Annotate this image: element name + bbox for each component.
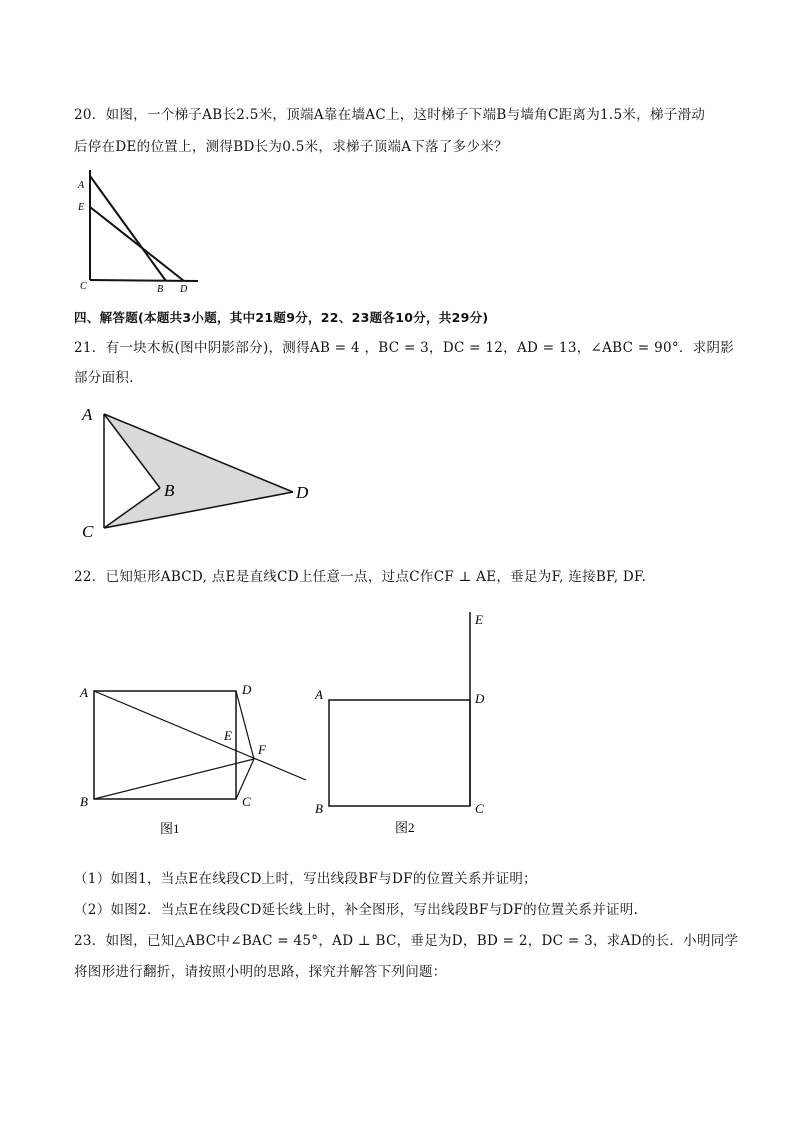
q23-text-line2: 将图形进行翻折，请按照小明的思路，探究并解答下列问题： bbox=[74, 964, 447, 980]
q20-ladder-ab bbox=[90, 176, 166, 281]
q22-fig1-label-c: C bbox=[242, 794, 251, 809]
q22-fig1-line-bf bbox=[94, 759, 254, 799]
q22-figure-1 bbox=[78, 680, 318, 840]
q22-fig1-caption: 图1 bbox=[160, 821, 180, 836]
q21-text-line1: 21．有一块木板(图中阴影部分)，测得AB = 4 ，BC = 3，DC = 12，AD = 13，∠ABC = 90°．求阴影 bbox=[74, 340, 735, 356]
q22-text-line1: 22．已知矩形ABCD, 点E是直线CD上任意一点，过点C作CF ⊥ AE，垂足为F, 连接BF, DF. bbox=[74, 569, 647, 585]
q22-fig1-label-d: D bbox=[242, 682, 252, 697]
q22-fig2-label-e: E bbox=[475, 612, 483, 627]
q21-shaded-region bbox=[104, 414, 293, 528]
q22-fig2-caption: 图2 bbox=[395, 820, 415, 835]
q21-label-a: A bbox=[82, 405, 93, 424]
q21-board-figure bbox=[78, 402, 328, 542]
q22-fig1-line-ae bbox=[94, 691, 306, 780]
q22-fig1-label-b: B bbox=[80, 794, 88, 809]
section4-heading: 四、解答题(本题共3小题，其中21题9分，22、23题各10分，共29分) bbox=[74, 310, 489, 325]
q22-figure-2 bbox=[312, 608, 502, 838]
q22-fig2-rectangle bbox=[329, 700, 470, 806]
q22-part1: （1）如图1，当点E在线段CD上时，写出线段BF与DF的位置关系并证明； bbox=[74, 871, 537, 887]
q22-fig2-label-b: B bbox=[315, 801, 323, 816]
q20-ladder-figure bbox=[74, 168, 204, 293]
q20-label-e: E bbox=[78, 202, 85, 213]
q20-text-line2: 后停在DE的位置上，测得BD长为0.5米，求梯子顶端A下落了多少米？ bbox=[74, 139, 508, 155]
q22-fig1-label-e: E bbox=[224, 728, 232, 743]
q22-fig1-line-cf bbox=[236, 759, 254, 799]
q22-fig1-label-f: F bbox=[258, 742, 266, 757]
q21-label-d: D bbox=[296, 483, 309, 502]
q22-part2: （2）如图2．当点E在线段CD延长线上时，补全图形，写出线段BF与DF的位置关系并证明. bbox=[74, 902, 639, 918]
q22-fig2-label-d: D bbox=[475, 691, 485, 706]
q22-fig1-label-a: A bbox=[80, 685, 88, 700]
q22-fig2-label-c: C bbox=[475, 801, 484, 816]
q20-label-b: B bbox=[157, 284, 164, 295]
q21-label-b: B bbox=[164, 481, 175, 500]
q20-label-d: D bbox=[180, 284, 188, 295]
q22-fig1-rectangle bbox=[94, 691, 236, 799]
q22-fig1-line-df bbox=[236, 691, 254, 759]
q21-text-line2: 部分面积． bbox=[74, 370, 143, 386]
q20-label-c: C bbox=[80, 281, 87, 292]
q23-text-line1: 23．如图，已知△ABC中∠BAC = 45°，AD ⊥ BC，垂足为D，BD = 2，DC = 3，求AD的长．小明同学 bbox=[74, 933, 739, 949]
q20-ladder-de bbox=[90, 207, 184, 281]
q21-label-c: C bbox=[82, 522, 94, 541]
q20-text-line1: 20．如图，一个梯子AB长2.5米，顶端A靠在墙AC上，这时梯子下端B与墙角C距离为1.5米，梯子滑动 bbox=[74, 107, 706, 123]
q22-fig2-label-a: A bbox=[315, 687, 323, 702]
q20-label-a: A bbox=[78, 180, 85, 191]
